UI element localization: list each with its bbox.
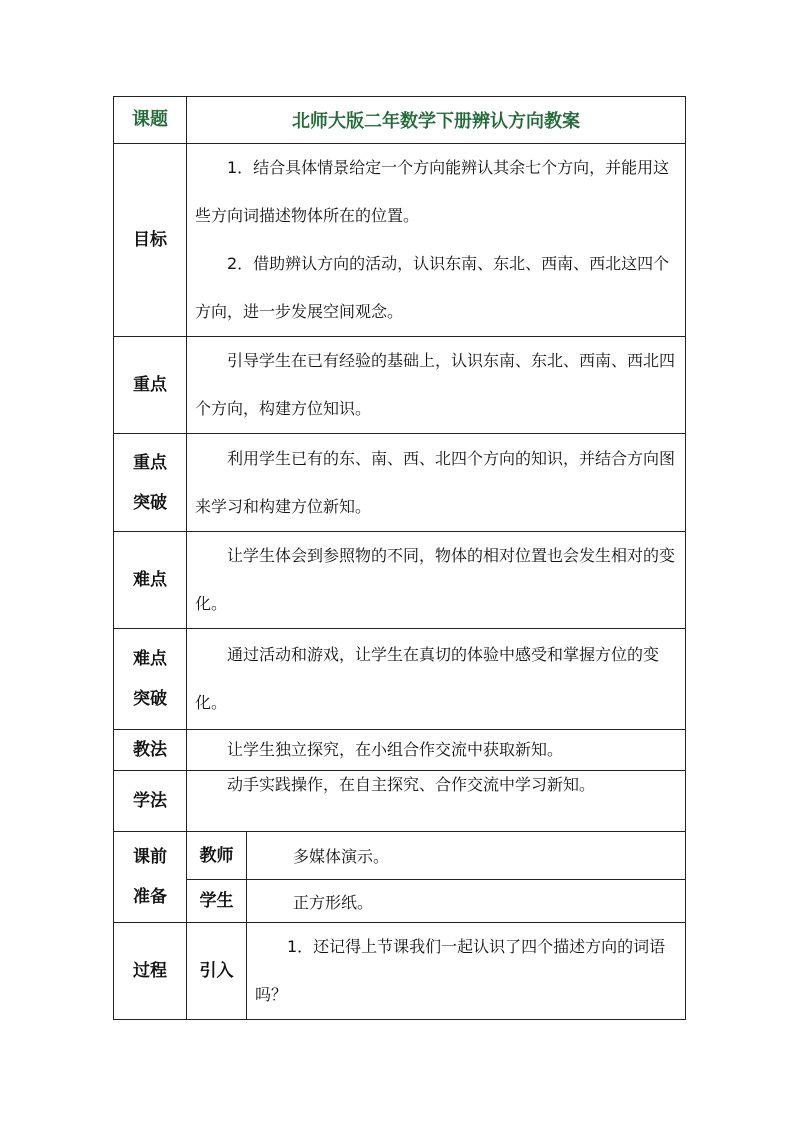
- intro-label: 引入: [187, 923, 247, 1020]
- learning-method-text: 动手实践操作，在自主探究、合作交流中学习新知。: [227, 775, 596, 794]
- difficulty-label: 难点: [114, 532, 187, 629]
- row-title: [114, 97, 686, 144]
- row-key-point: [114, 337, 686, 434]
- row-difficulty: [114, 532, 686, 629]
- difficulty-breakthrough-text: 通过活动和游戏，让学生在真切的体验中感受和掌握方位的变化。: [195, 645, 660, 712]
- student-prep-text: 正方形纸。: [247, 880, 686, 923]
- key-point-content: [187, 337, 686, 434]
- teacher-label: 教师: [187, 832, 247, 880]
- label-line: 准备: [133, 887, 167, 907]
- label-line: 突破: [133, 689, 167, 709]
- preparation-label: [114, 832, 187, 923]
- label-line: 重点: [133, 452, 167, 473]
- learning-method-content: [187, 771, 686, 832]
- key-point-label: 重点: [114, 337, 187, 434]
- teaching-method-label: 教法: [114, 730, 187, 771]
- row-process: [114, 923, 686, 1020]
- row-learning-method: [114, 771, 686, 832]
- key-breakthrough-content: [187, 434, 686, 532]
- process-text: 1．还记得上节课我们一起认识了四个描述方向的词语吗？: [255, 937, 666, 1004]
- key-point-text: 引导学生在已有经验的基础上，认识东南、东北、西南、西北四个方向，构建方位知识。: [195, 351, 676, 418]
- process-content: [247, 923, 686, 1020]
- learning-method-label: 学法: [114, 771, 187, 832]
- title-label: 课题: [114, 97, 187, 144]
- teacher-prep-text: 多媒体演示。: [247, 832, 686, 880]
- objectives-content: [187, 144, 686, 337]
- student-label: 学生: [187, 880, 247, 923]
- key-breakthrough-text: 利用学生已有的东、南、西、北四个方向的知识，并结合方向图来学习和构建方位新知。: [195, 448, 676, 516]
- row-objectives: [114, 144, 686, 337]
- difficulty-breakthrough-label: [114, 629, 187, 730]
- difficulty-content: [187, 532, 686, 629]
- document-title: 北师大版二年数学下册辨认方向教案: [187, 97, 686, 144]
- row-teaching-method: [114, 730, 686, 771]
- row-difficulty-breakthrough: [114, 629, 686, 730]
- teaching-method-content: [187, 730, 686, 771]
- objective-item: 2．借助辨认方向的活动，认识东南、东北、西南、西北这四个方向，进一步发展空间观念。: [195, 254, 670, 321]
- label-line: 课前: [133, 847, 167, 867]
- row-prep-student: [114, 880, 686, 923]
- key-breakthrough-label: [114, 434, 187, 532]
- row-prep-teacher: [114, 832, 686, 880]
- teaching-method-text: 让学生独立探究，在小组合作交流中获取新知。: [227, 740, 564, 759]
- process-label: 过程: [114, 923, 187, 1020]
- difficulty-text: 让学生体会到参照物的不同，物体的相对位置也会发生相对的变化。: [195, 546, 676, 613]
- lesson-plan-table: [113, 96, 686, 1020]
- label-line: 难点: [133, 649, 167, 669]
- row-key-breakthrough: [114, 434, 686, 532]
- objective-item: 1．结合具体情景给定一个方向能辨认其余七个方向，并能用这些方向词描述物体所在的位置。: [195, 158, 670, 225]
- difficulty-breakthrough-content: [187, 629, 686, 730]
- objectives-label: 目标: [114, 144, 187, 337]
- label-line: 突破: [133, 492, 167, 513]
